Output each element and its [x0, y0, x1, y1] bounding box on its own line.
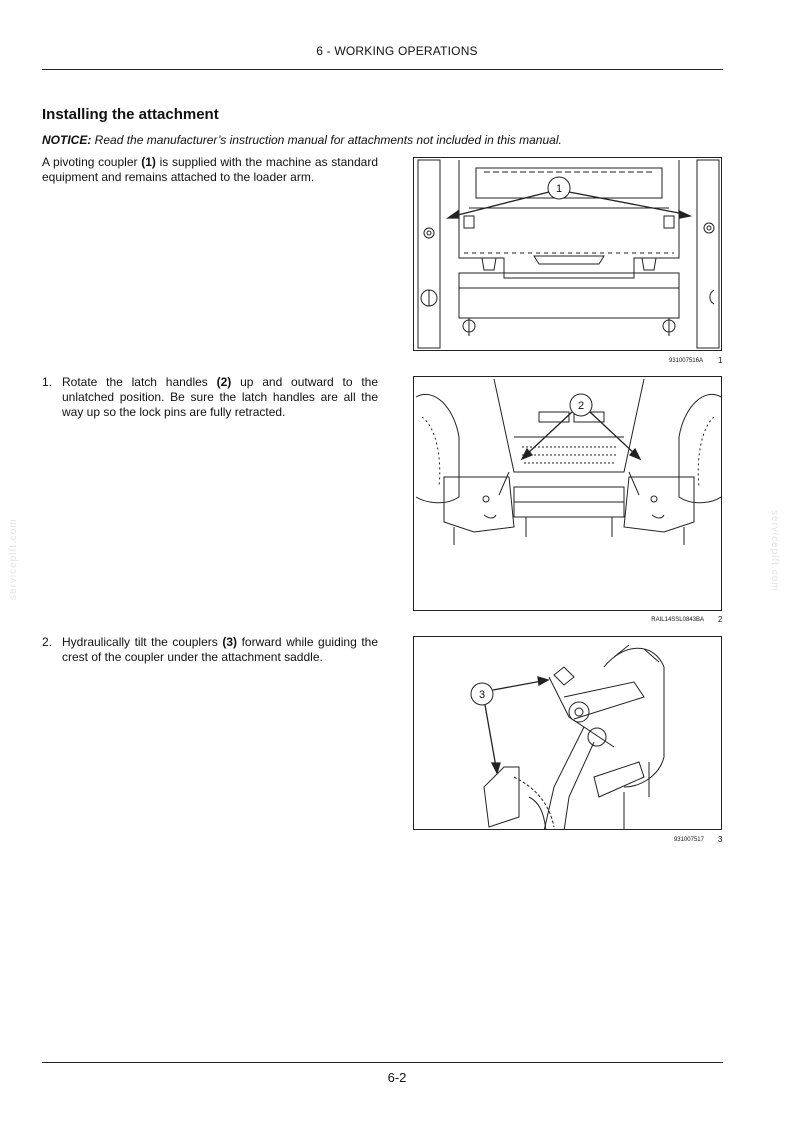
page-number: 6-2 — [387, 1070, 407, 1085]
step-1-text-a: Rotate the latch handles — [62, 375, 217, 389]
step-2-text-a: Hydraulically tilt the couplers — [62, 635, 223, 649]
step-1-text — [62, 375, 378, 420]
figure-2 — [413, 376, 722, 611]
figure-2-illustration — [414, 377, 722, 611]
figure-1-number: 1 — [718, 356, 723, 365]
section-title: Installing the attachment — [42, 106, 219, 123]
figure-1 — [413, 157, 722, 351]
step-2-text — [62, 635, 378, 665]
notice-label: NOTICE: — [42, 133, 92, 147]
step-1-text-b: up and outward to the unlatched position. Be sure the latch handles are all the way up so the lock pins are fully retracted. — [62, 375, 379, 419]
figure-2-caption: RAIL14SSL0843BA — [651, 617, 704, 623]
figure-3 — [413, 636, 722, 830]
figure-1-caption: 931007516A — [668, 358, 703, 364]
intro-paragraph — [42, 155, 378, 185]
step-2-text-b: forward while guiding the crest of the coupler under the attachment saddle. — [62, 635, 378, 664]
footer-rule — [42, 1062, 723, 1063]
figure-3-number: 3 — [718, 835, 723, 844]
step-1-ref: (2) — [216, 375, 232, 389]
figure-2-number: 2 — [718, 615, 723, 624]
intro-ref: (1) — [141, 155, 156, 169]
figure-3-callout: 3 — [478, 689, 486, 701]
watermark-left: serviceplft.com — [8, 518, 19, 600]
notice — [42, 133, 682, 147]
step-2-number: 2. — [42, 635, 53, 649]
figure-1-illustration — [414, 158, 722, 351]
intro-text-2: is supplied with the machine as standard equipment and remains attached to the loader arm. — [42, 155, 378, 184]
header-rule — [42, 69, 723, 70]
figure-3-illustration — [414, 637, 722, 830]
running-header: 6 - WORKING OPERATIONS — [316, 44, 478, 58]
figure-1-callout: 1 — [555, 183, 563, 195]
step-2-ref: (3) — [222, 635, 237, 649]
intro-text: A pivoting coupler — [42, 155, 142, 169]
figure-3-caption: 931007517 — [673, 837, 704, 843]
watermark-right: serviceplft.com — [769, 510, 780, 592]
step-1-number: 1. — [42, 375, 53, 389]
figure-2-callout: 2 — [577, 400, 585, 412]
notice-text: Read the manufacturer’s instruction manual for attachments not included in this manual. — [91, 133, 562, 147]
